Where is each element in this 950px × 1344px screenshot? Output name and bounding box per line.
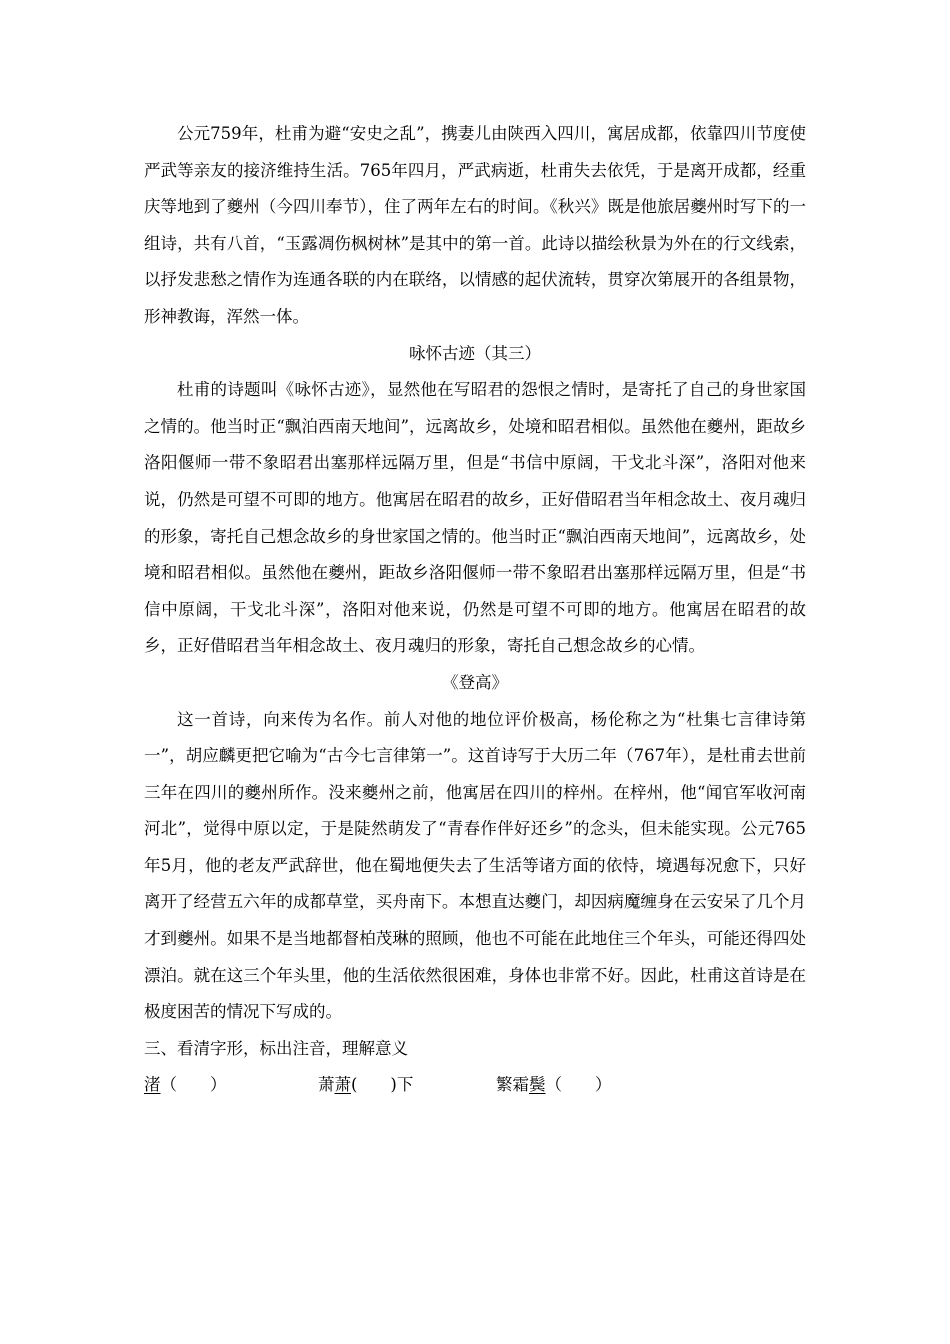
exercise-item-xiao	[318, 1067, 413, 1104]
exercise-item-prefix: 萧	[318, 1075, 335, 1095]
exercise-blank: （ ）	[545, 1075, 612, 1095]
exercise-item-zhu	[144, 1067, 227, 1104]
exercise-title: 三、看清字形，标出注音，理解意义	[144, 1038, 408, 1058]
paragraph-yonghuai: 杜甫的诗题叫《咏怀古迹》，显然他在写昭君的怨恨之情时，是寄托了自己的身世家国之情的。他当时正“飘泊西南天地间”，远离故乡，处境和昭君相似。虽然他在夔州，距故乡洛阳偃师一带不象昭君出塞那样远隔万里，但是“书信中原阔，干戈北斗深”，洛阳对他来说，仍然是可望不可即的地方。他寓居在昭君的故乡，正好借昭君当年相念故土、夜月魂归的形象，寄托自己想念故乡的身世家国之情的。他当时正“飘泊西南天地间”，远离故乡，处境和昭君相似。虽然他在夔州，距故乡洛阳偃师一带不象昭君出塞那样远隔万里，但是“书信中原阔，干戈北斗深”，洛阳对他来说，仍然是可望不可即的地方。他寓居在昭君的故乡，正好借昭君当年相念故土、夜月魂归的形象，寄托自己想念故乡的心情。	[144, 380, 806, 656]
exercise-target-char: 鬓	[529, 1075, 546, 1095]
document-page	[144, 116, 806, 1104]
exercise-blank: （ ）	[160, 1075, 227, 1095]
exercise-row	[144, 1067, 806, 1104]
exercise-target-char: 渚	[144, 1075, 161, 1095]
exercise-item-prefix: 繁霜	[496, 1075, 529, 1095]
exercise-target-char: 萧	[334, 1075, 351, 1095]
exercise-blank: ( )下	[351, 1075, 414, 1095]
heading-yonghuai: 咏怀古迹（其三）	[409, 343, 541, 363]
exercise-item-bin	[496, 1067, 612, 1104]
paragraph-denggao: 这一首诗，向来传为名作。前人对他的地位评价极高，杨伦称之为“杜集七言律诗第一”，胡应麟更把它喻为“古今七言律第一”。这首诗写于大历二年（767年），是杜甫去世前三年在四川的夔州所作。没来夔州之前，他寓居在四川的梓州。在梓州，他“闻官军收河南河北”，觉得中原以定，于是陡然萌发了“青春作伴好还乡”的念头，但未能实现。公元765年5月，他的老友严武辞世，他在蜀地便失去了生活等诸方面的依恃，境遇每况愈下，只好离开了经营五六年的成都草堂，买舟南下。本想直达夔门，却因病魔缠身在云安呆了几个月才到夔州。如果不是当地都督柏茂琳的照顾，他也不可能在此地住三个年头，可能还得四处漂泊。就在这三个年头里，他的生活依然很困难，身体也非常不好。因此，杜甫这首诗是在极度困苦的情况下写成的。	[144, 709, 806, 1022]
heading-denggao: 《登高》	[442, 672, 508, 692]
paragraph-qiuxing: 公元759年，杜甫为避“安史之乱”，携妻儿由陕西入四川，寓居成都，依靠四川节度使严武等亲友的接济维持生活。765年四月，严武病逝，杜甫失去依凭，于是离开成都，经重庆等地到了夔州（今四川奉节），住了两年左右的时间。《秋兴》既是他旅居夔州时写下的一组诗，共有八首，“玉露凋伤枫树林”是其中的第一首。此诗以描绘秋景为外在的行文线索，以抒发悲愁之情作为连通各联的内在联络，以情感的起伏流转，贯穿次第展开的各组景物，形神教诲，浑然一体。	[144, 124, 806, 326]
